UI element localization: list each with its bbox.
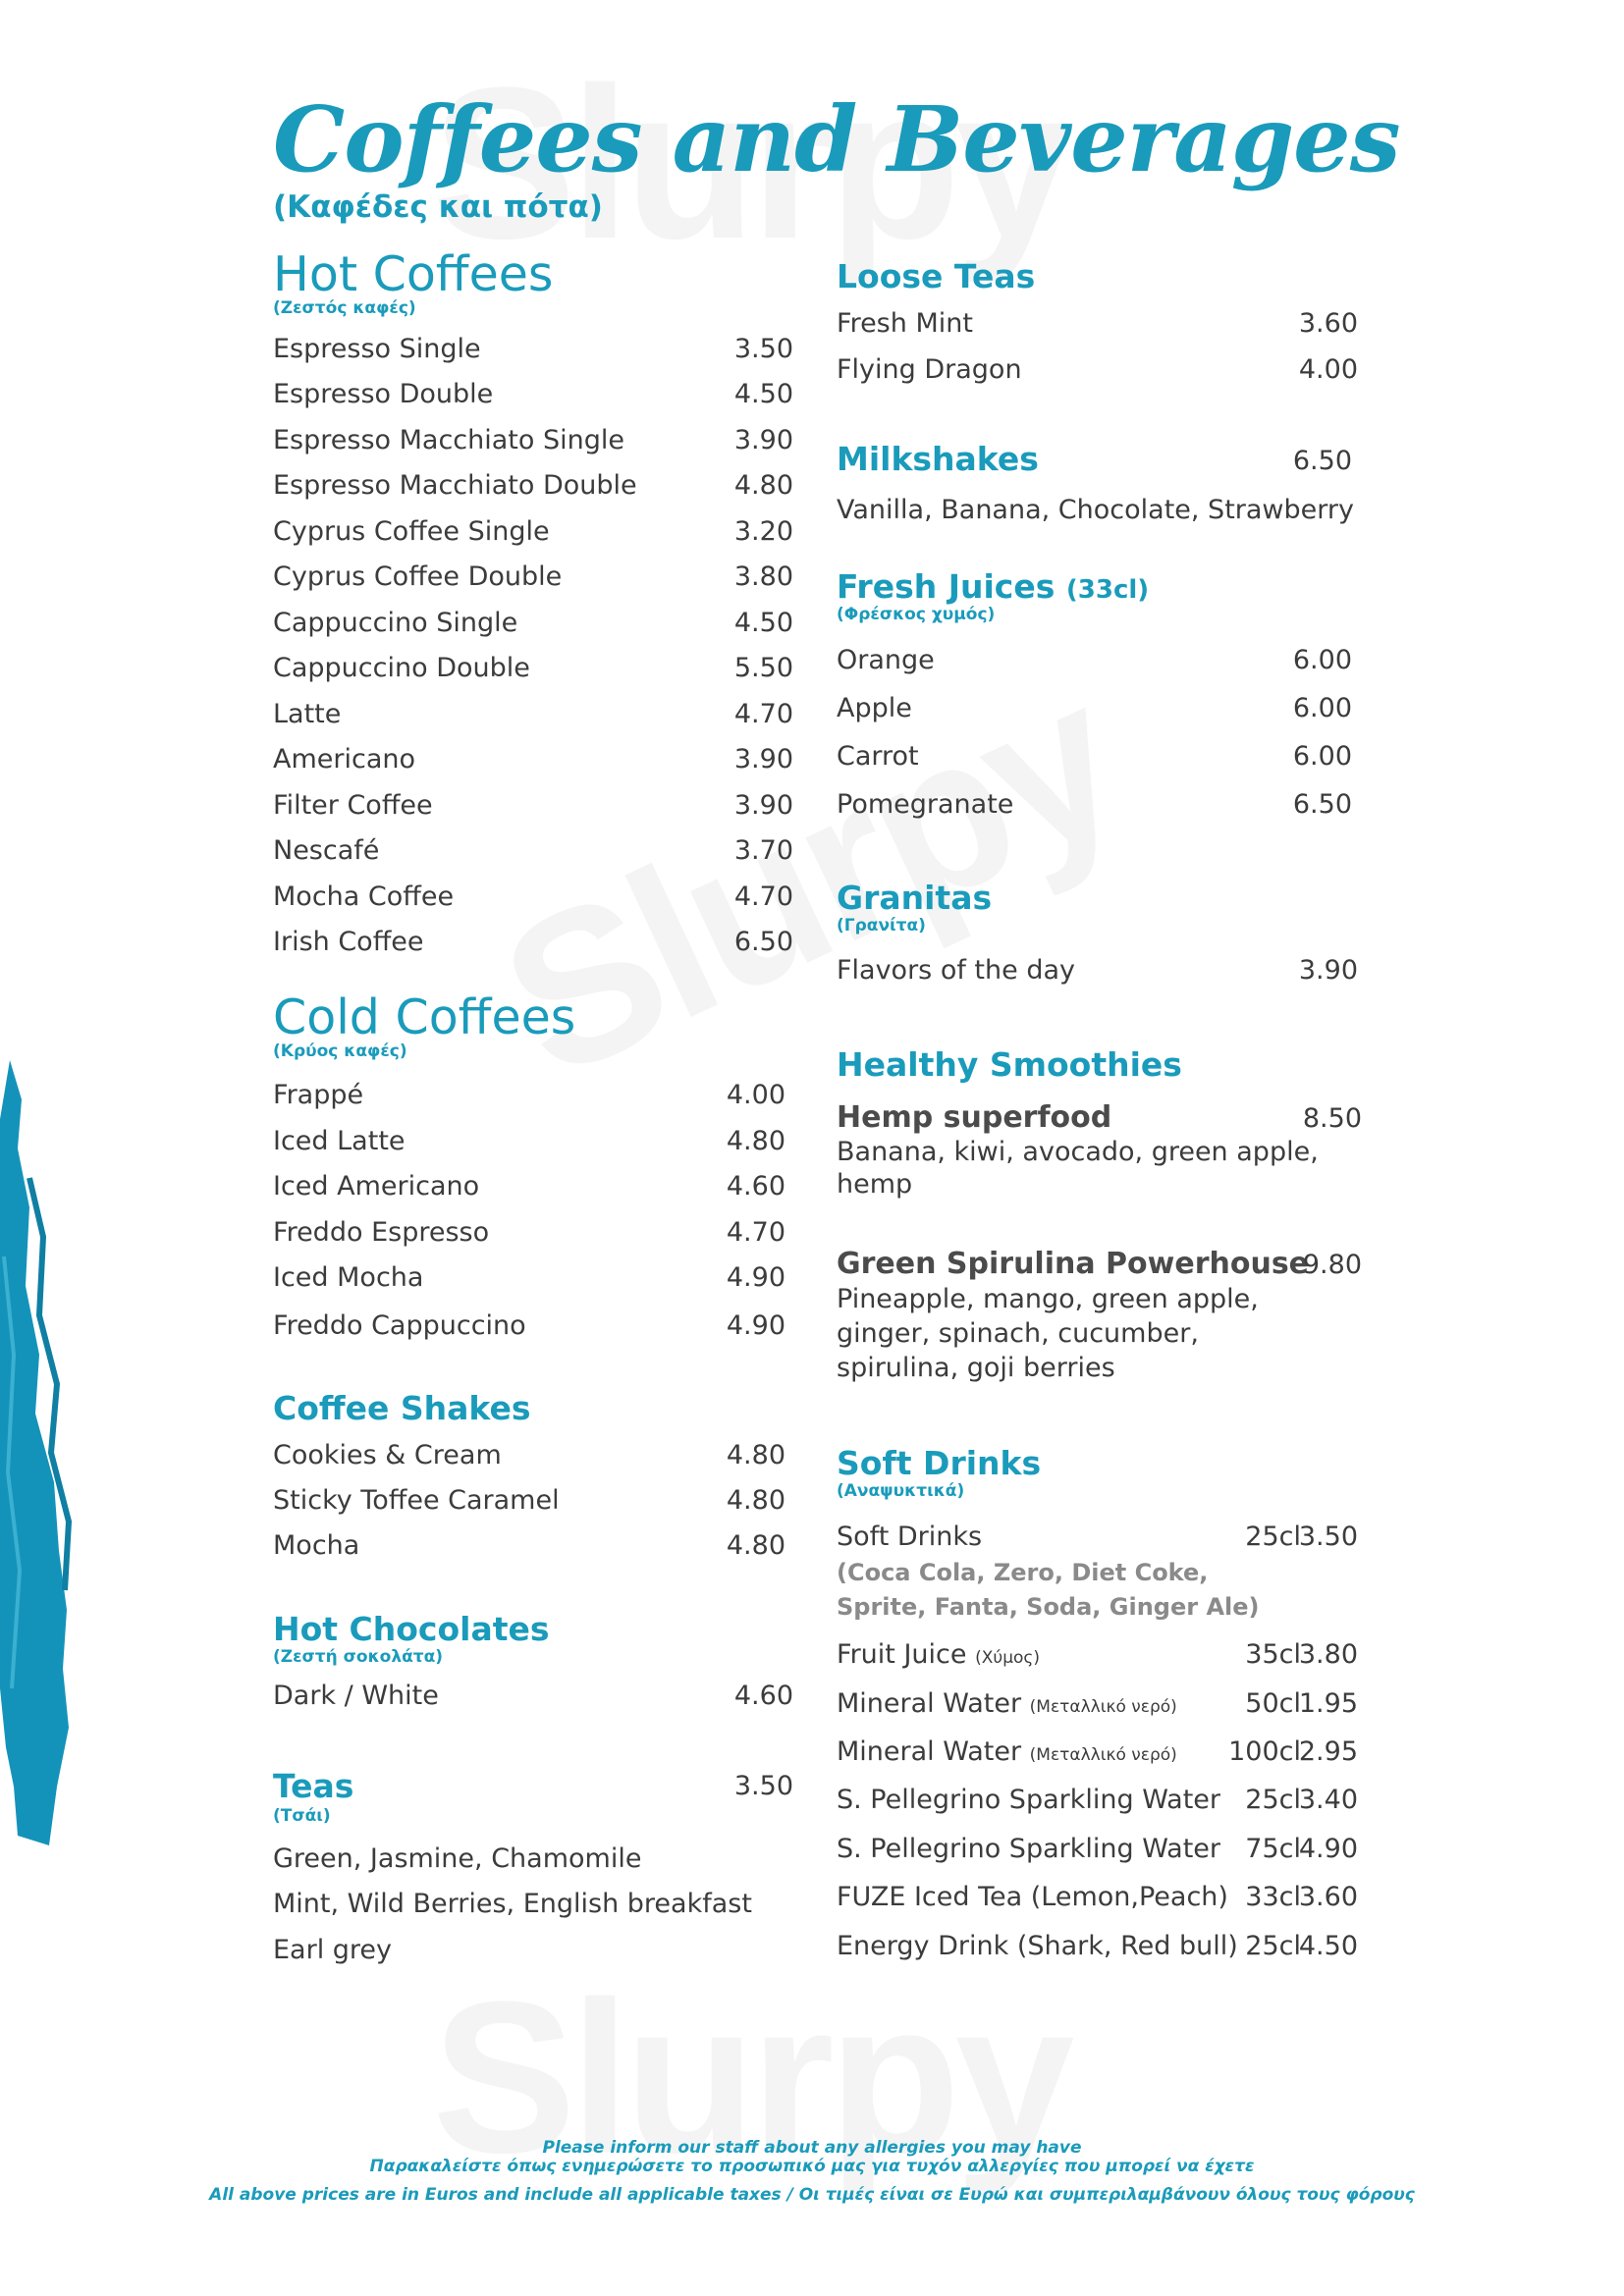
soft-drink-row	[837, 1836, 1358, 1865]
allergy-notice-greek: Παρακαλείστε όπως ενημερώσετε το προσωπικό μας για τυχόν αλλεργίες που μπορεί να έχετε	[369, 2157, 1255, 2176]
item-price: 1.95	[1298, 1688, 1358, 1719]
soft-drink-row	[837, 1787, 1358, 1816]
item-name: Latte	[273, 699, 342, 729]
item-volume: 100cl	[1228, 1736, 1301, 1767]
granitas-heading: Granitas	[837, 879, 993, 917]
item-volume: 35cl	[1245, 1639, 1301, 1670]
item-price: 6.50	[733, 927, 793, 957]
milkshakes-heading: Milkshakes	[837, 440, 1039, 478]
item-name: Iced Mocha	[273, 1262, 424, 1293]
item-name: Soft Drinks	[837, 1522, 983, 1552]
menu-item	[273, 610, 793, 639]
item-name: Filter Coffee	[273, 790, 433, 821]
hot-chocolates-heading-greek: (Ζεστή σοκολάτα)	[273, 1647, 444, 1667]
item-price: 6.00	[1292, 645, 1352, 675]
menu-item	[273, 1532, 785, 1562]
menu-item	[837, 743, 1352, 773]
item-name: Iced Latte	[273, 1126, 406, 1156]
item-volume: 25cl	[1245, 1785, 1301, 1815]
page-title: Coffees and Beverages	[273, 86, 1400, 192]
item-price: 9.80	[1302, 1250, 1362, 1280]
item-price: 3.90	[733, 425, 793, 455]
menu-item	[837, 356, 1358, 386]
item-volume: 33cl	[1245, 1882, 1301, 1912]
item-price: 3.50	[1298, 1522, 1358, 1552]
menu-item	[837, 497, 1362, 526]
item-price: 4.60	[733, 1681, 793, 1711]
item-price: 3.20	[733, 516, 793, 547]
item-price: 4.80	[726, 1440, 785, 1470]
soft-drink-row	[837, 1933, 1358, 1962]
menu-item	[273, 746, 793, 775]
item-name: Fresh Mint	[837, 308, 973, 339]
menu-item	[273, 427, 793, 456]
fresh-juices-heading-greek: (Φρέσκος χυμός)	[837, 605, 996, 624]
teas-price-row	[273, 1773, 793, 1802]
menu-item	[837, 647, 1352, 676]
item-price: 4.00	[1298, 354, 1358, 385]
item-name: Green Spirulina Powerhouse	[837, 1247, 1310, 1281]
menu-item	[273, 1442, 785, 1471]
item-price: 3.50	[733, 1771, 793, 1801]
item-price: 6.00	[1292, 693, 1352, 723]
menu-item	[273, 336, 793, 365]
teas-heading: Teas	[273, 1767, 354, 1805]
soft-drinks-heading: Soft Drinks	[837, 1444, 1042, 1482]
item-name: Cappuccino Single	[273, 608, 518, 638]
item-name: Cookies & Cream	[273, 1440, 502, 1470]
item-price: 4.90	[1298, 1834, 1358, 1864]
item-name: Iced Americano	[273, 1171, 480, 1201]
item-volume: 25cl	[1245, 1522, 1301, 1552]
item-name: Mocha	[273, 1530, 360, 1561]
menu-item	[837, 695, 1352, 724]
item-name: FUZE Iced Tea (Lemon,Peach)	[837, 1882, 1228, 1912]
item-volume: 75cl	[1245, 1834, 1301, 1864]
item-price: 3.60	[1298, 308, 1358, 339]
item-price: 6.50	[1292, 446, 1352, 476]
item-name: Nescafé	[273, 835, 380, 866]
item-price: 8.50	[1302, 1103, 1362, 1134]
item-name: Irish Coffee	[273, 927, 424, 957]
menu-item	[273, 1264, 785, 1294]
item-price: 2.95	[1298, 1736, 1358, 1767]
item-name: Freddo Espresso	[273, 1217, 490, 1248]
soft-drink-row	[837, 1884, 1358, 1913]
item-price: 3.70	[733, 835, 793, 866]
hot-chocolates-heading: Hot Chocolates	[273, 1610, 550, 1648]
item-price: 4.90	[726, 1262, 785, 1293]
cold-coffees-heading: Cold Coffees	[273, 989, 576, 1045]
item-name: Energy Drink (Shark, Red bull)	[837, 1931, 1238, 1961]
item-name: Frappé	[273, 1080, 364, 1110]
cold-coffees-heading-greek: (Κρύος καφές)	[273, 1041, 407, 1061]
menu-item	[273, 655, 793, 684]
item-price: 5.50	[733, 653, 793, 683]
menu-item	[837, 310, 1358, 340]
item-price: 3.90	[733, 790, 793, 821]
item-name: Mocha Coffee	[273, 881, 455, 912]
menu-item	[273, 1173, 785, 1202]
item-price: 3.80	[1298, 1639, 1358, 1670]
allergy-notice: Please inform our staff about any allergies you may have	[542, 2138, 1082, 2158]
tea-list-line: Earl grey	[273, 1935, 393, 1965]
menu-item	[273, 1487, 785, 1517]
item-name: Espresso Macchiato Single	[273, 425, 625, 455]
soft-drink-row	[837, 1738, 1358, 1768]
fresh-juices-size: (33cl)	[1065, 575, 1150, 605]
item-name: Flavors of the day	[837, 955, 1075, 986]
item-name: Fruit Juice (Χύμος)	[837, 1639, 1041, 1670]
item-name: Americano	[273, 744, 416, 774]
menu-item	[837, 791, 1352, 821]
milkshake-flavors: Vanilla, Banana, Chocolate, Strawberry	[837, 495, 1354, 525]
smoothie-description: Pineapple, mango, green apple, ginger, spinach, cucumber, spirulina, goji berries	[837, 1284, 1259, 1383]
milkshakes-price-row	[837, 448, 1352, 477]
item-name: Espresso Single	[273, 334, 481, 364]
item-name: Carrot	[837, 741, 919, 772]
item-volume: 50cl	[1245, 1688, 1301, 1719]
menu-item	[273, 1219, 785, 1249]
item-name: Freddo Cappuccino	[273, 1310, 526, 1341]
fresh-juices-title: Fresh Juices	[837, 567, 1056, 606]
teas-heading-greek: (Τσάι)	[273, 1806, 331, 1826]
item-name: Cyprus Coffee Double	[273, 561, 563, 592]
item-price: 4.70	[733, 881, 793, 912]
item-price: 3.80	[733, 561, 793, 592]
menu-item	[273, 1312, 785, 1342]
loose-teas-heading: Loose Teas	[837, 257, 1036, 295]
item-name: Espresso Double	[273, 379, 494, 409]
brush-stroke-decoration	[0, 1060, 79, 1845]
item-price: 4.00	[726, 1080, 785, 1110]
menu-item	[837, 957, 1358, 987]
hot-coffees-heading: Hot Coffees	[273, 246, 554, 302]
menu-item	[273, 518, 793, 548]
smoothie-description: Banana, kiwi, avocado, green apple, hemp	[837, 1137, 1319, 1200]
soft-drink-row	[837, 1523, 1358, 1553]
item-name: Apple	[837, 693, 912, 723]
smoothie-item	[837, 1247, 1362, 1283]
item-price: 4.60	[726, 1171, 785, 1201]
tea-list-line: Green, Jasmine, Chamomile	[273, 1843, 642, 1874]
item-price: 4.80	[733, 470, 793, 501]
menu-item	[273, 792, 793, 822]
item-name: Pomegranate	[837, 789, 1014, 820]
item-price: 3.40	[1298, 1785, 1358, 1815]
menu-item	[273, 1682, 793, 1712]
smoothie-item	[837, 1100, 1362, 1137]
item-price: 3.60	[1298, 1882, 1358, 1912]
menu-item	[273, 1891, 793, 1920]
menu-item	[273, 837, 793, 867]
hot-coffees-heading-greek: (Ζεστός καφές)	[273, 298, 416, 318]
menu-item	[273, 701, 793, 730]
item-price: 4.80	[726, 1485, 785, 1516]
item-price: 4.70	[733, 699, 793, 729]
item-name: Cappuccino Double	[273, 653, 530, 683]
item-price: 4.80	[726, 1530, 785, 1561]
fresh-juices-heading	[837, 567, 1150, 606]
soft-drinks-brand-list: (Coca Cola, Zero, Diet Coke, Sprite, Fanta, Soda, Ginger Ale)	[837, 1559, 1260, 1621]
menu-item	[273, 929, 793, 958]
item-name: Mineral Water (Μεταλλικό νερό)	[837, 1688, 1177, 1719]
menu-item	[273, 472, 793, 502]
item-name: S. Pellegrino Sparkling Water	[837, 1834, 1221, 1864]
item-name: Hemp superfood	[837, 1100, 1112, 1135]
item-name: Flying Dragon	[837, 354, 1022, 385]
item-name: S. Pellegrino Sparkling Water	[837, 1785, 1221, 1815]
item-price: 4.90	[726, 1310, 785, 1341]
tea-list-line: Mint, Wild Berries, English breakfast	[273, 1889, 752, 1919]
soft-drink-row	[837, 1690, 1358, 1720]
item-name: Mineral Water (Μεταλλικό νερό)	[837, 1736, 1177, 1767]
item-name: Espresso Macchiato Double	[273, 470, 637, 501]
menu-item	[273, 1937, 793, 1966]
item-price: 4.50	[1298, 1931, 1358, 1961]
item-price: 6.00	[1292, 741, 1352, 772]
soft-drinks-heading-greek: (Αναψυκτικά)	[837, 1481, 965, 1501]
healthy-smoothies-heading: Healthy Smoothies	[837, 1045, 1182, 1084]
item-price: 3.50	[733, 334, 793, 364]
item-price: 4.50	[733, 379, 793, 409]
prices-notice: All above prices are in Euros and include all applicable taxes / Οι τιμές είναι σε Ευρώ και συμπεριλαμβάνουν όλους τους φόρους	[209, 2185, 1415, 2205]
item-price: 4.80	[726, 1126, 785, 1156]
menu-item	[273, 883, 793, 913]
menu-item	[273, 1845, 793, 1875]
menu-item	[273, 563, 793, 593]
item-price: 3.90	[1298, 955, 1358, 986]
item-price: 6.50	[1292, 789, 1352, 820]
item-name: Dark / White	[273, 1681, 439, 1711]
page-subtitle-greek: (Καφέδες και πότα)	[273, 189, 603, 225]
menu-item	[273, 1128, 785, 1157]
coffee-shakes-heading: Coffee Shakes	[273, 1389, 531, 1427]
item-price: 4.70	[726, 1217, 785, 1248]
item-name: Sticky Toffee Caramel	[273, 1485, 560, 1516]
menu-item	[273, 1082, 785, 1111]
item-price: 4.50	[733, 608, 793, 638]
granitas-heading-greek: (Γρανίτα)	[837, 916, 926, 935]
item-price: 3.90	[733, 744, 793, 774]
menu-item	[273, 381, 793, 410]
item-volume: 25cl	[1245, 1931, 1301, 1961]
item-name: Cyprus Coffee Single	[273, 516, 550, 547]
soft-drink-row	[837, 1641, 1358, 1671]
item-name: Orange	[837, 645, 935, 675]
